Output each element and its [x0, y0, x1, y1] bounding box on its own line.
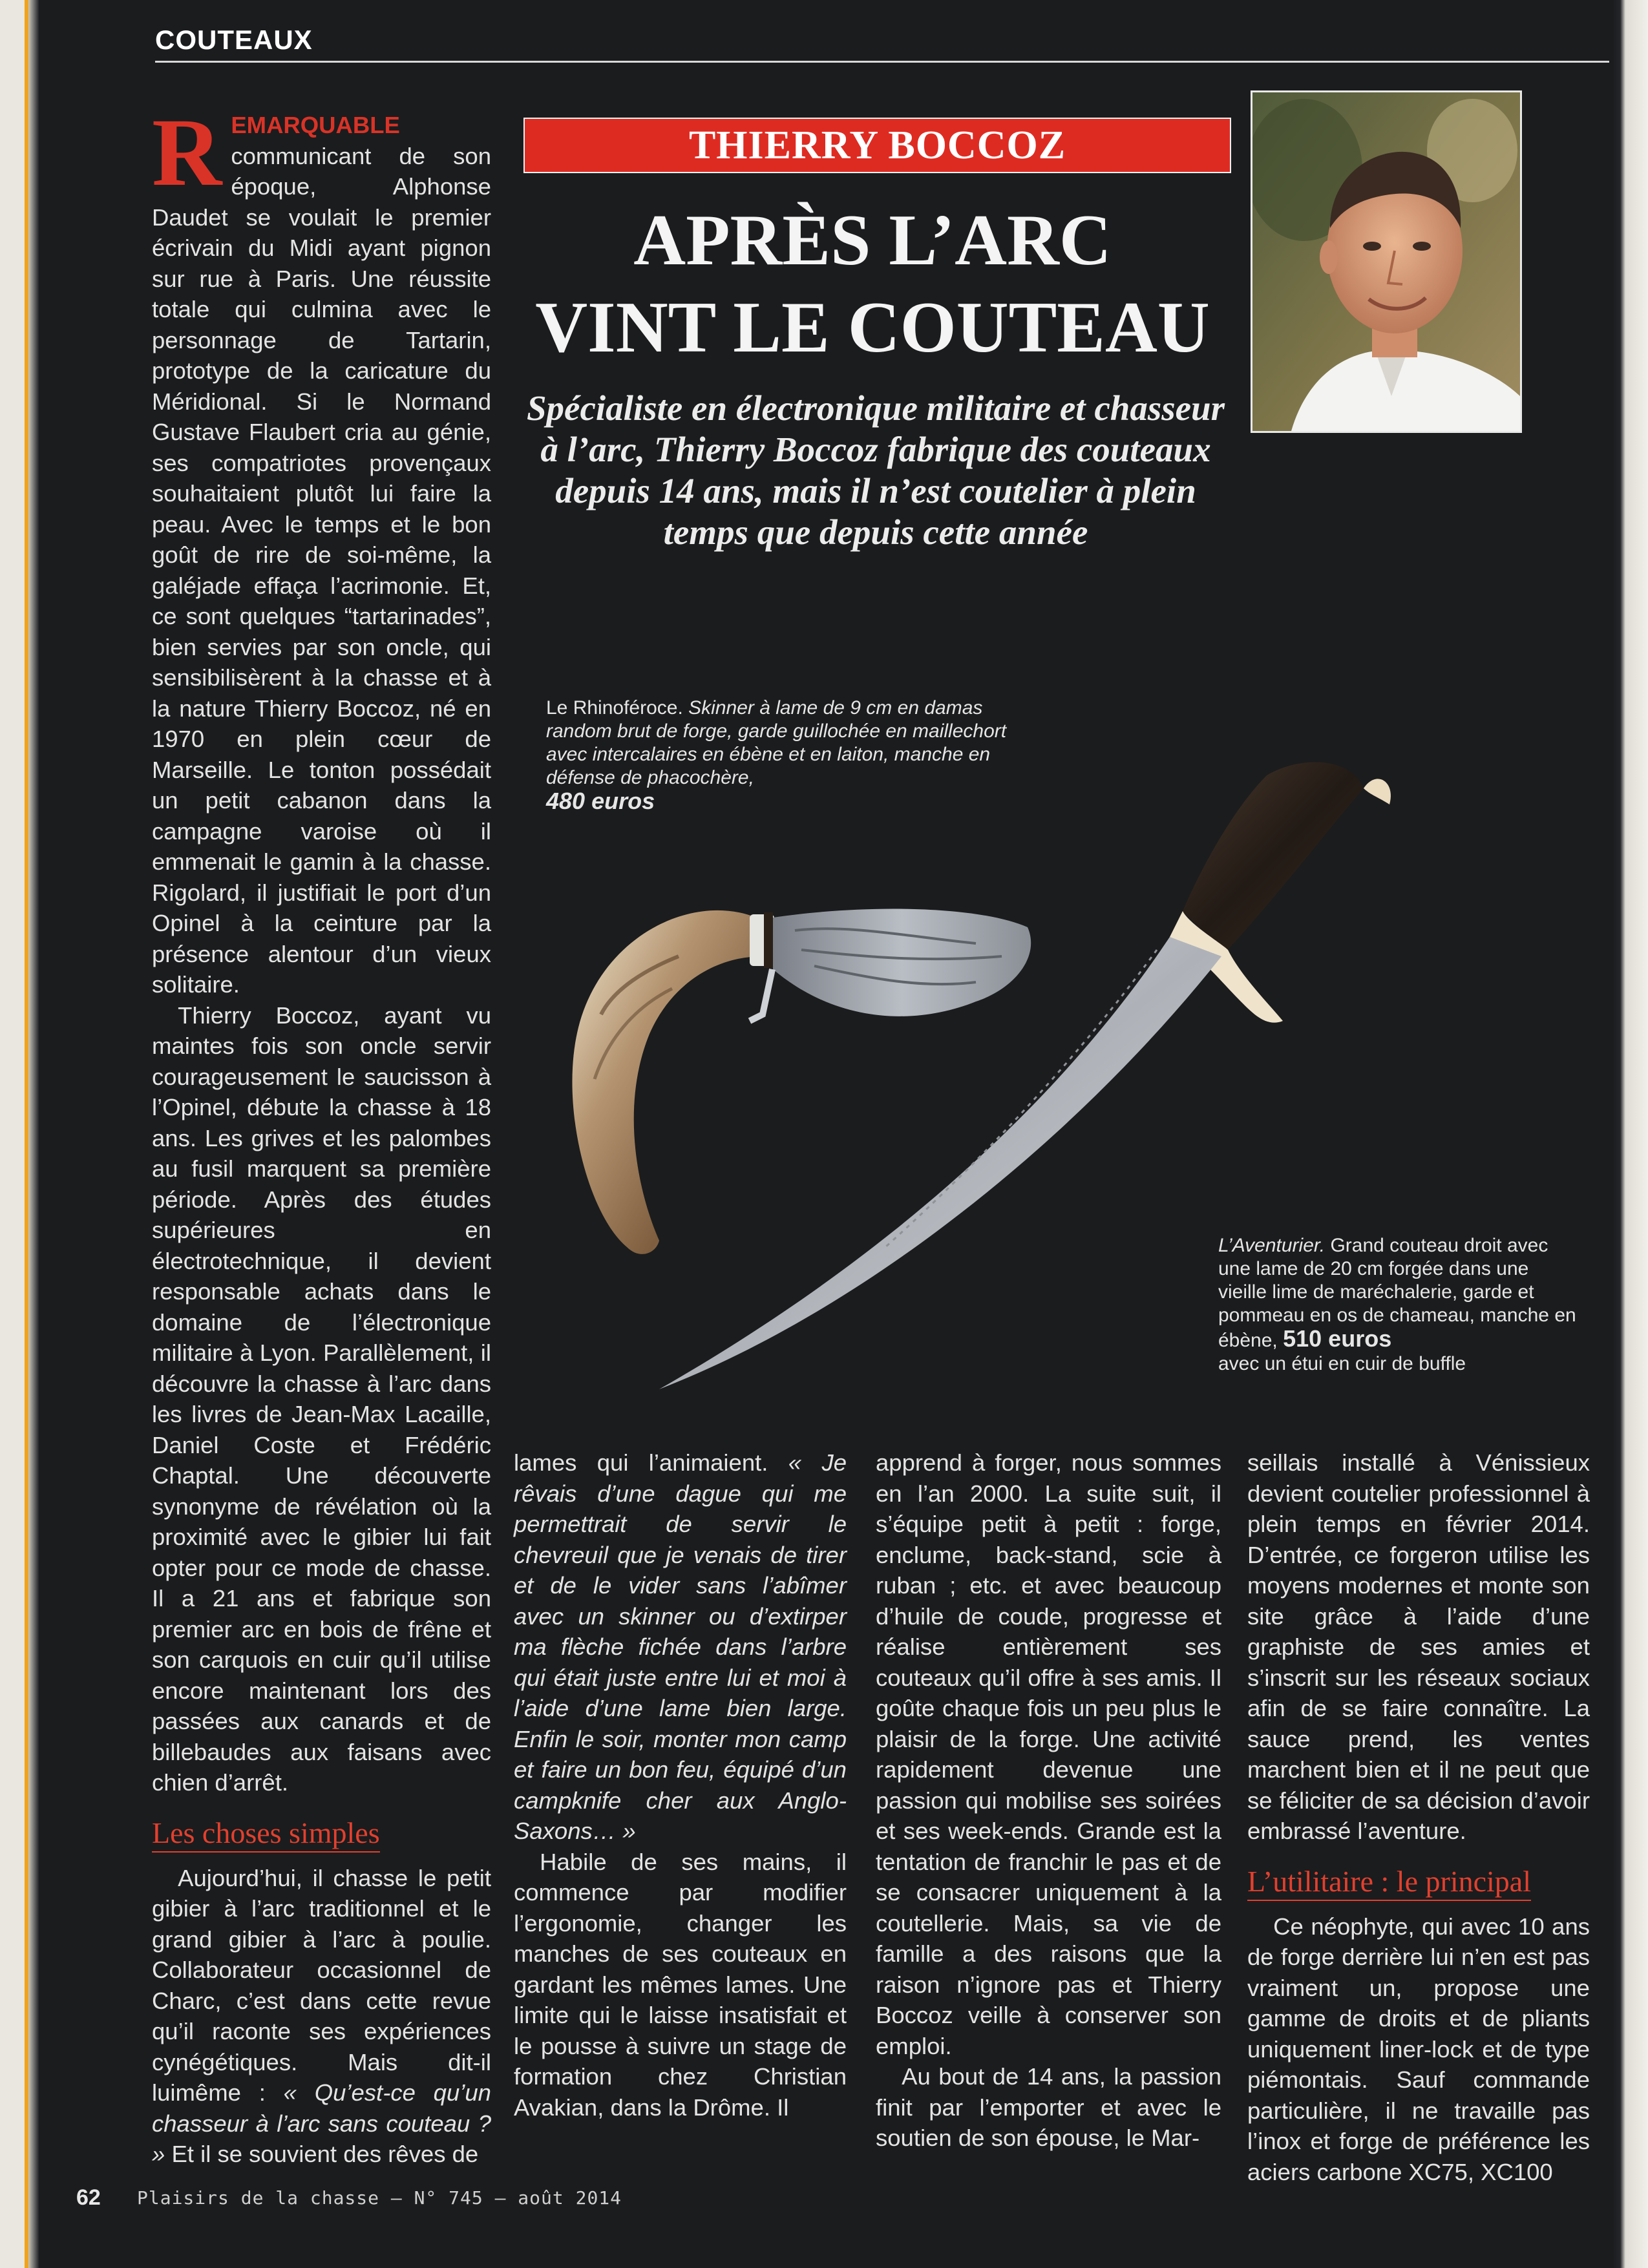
headline-line-2: VINT LE COUTEAU	[535, 288, 1210, 368]
standfirst: Spécialiste en électronique militaire et chasseur à l’arc, Thierry Boccoz fabrique des couteaux depuis 14 ans, mais il n’est coutelier à plein temps que depuis cette année	[526, 388, 1225, 552]
kicker-banner: THIERRY BOCCOZ	[523, 118, 1231, 173]
paragraph	[514, 1447, 847, 1847]
body-column-1	[152, 99, 491, 2170]
paragraph	[152, 1863, 491, 2170]
portrait-photo	[1251, 90, 1522, 433]
body-column-2	[514, 1447, 847, 2123]
caption-text: Grand couteau droit avec une lame de 20 cm forgée dans une vieille lime de maréchalerie, garde et pommeau en os de chameau, manche en ébène,	[1218, 1235, 1576, 1351]
page-edge-right	[1612, 0, 1648, 2268]
drop-cap: R	[152, 99, 222, 206]
headline-line-1: APRÈS L’ARC	[633, 200, 1112, 280]
lead-small-caps: EMARQUABLE	[231, 112, 400, 138]
paragraph-text: Et il se souvient des rêves de	[165, 2141, 479, 2167]
body-column-3	[876, 1447, 1221, 2154]
quote: « Qu’est-ce qu’un chasseur à l’arc sans couteau ? »	[152, 2079, 491, 2167]
page-number: 62	[76, 2185, 101, 2210]
paragraph: apprend à forger, nous sommes en l’an 2000. La suite suit, il s’équipe petit à petit : forge, enclume, back-stand, scie à ruban ; etc. et avec beaucoup d’huile de coude, progresse et réalise entièrement ses couteaux qu’il offre à ses amis. Il goûte chaque fois un peu plus le plaisir de la forge. Une activité rapidement devenue une passion qui mobilise ses soirées et ses week-ends. Grande est la tentation de franchir le pas et de se consacrer uniquement à la coutellerie. Mais, sa vie de famille a des raisons que la raison n’ignore pas et Thierry Boccoz veille à conserver son emploi.	[876, 1449, 1221, 2059]
caption-aventurier	[1218, 1234, 1580, 1376]
paragraph: Habile de ses mains, il commence par modifier l’ergonomie, changer les manches de ses couteaux en gardant les mêmes lames. Une limite qui le laisse insatisfait et le pousse à suivre un stage de formation chez Christian Avakian, dans la Drôme. Il	[514, 1848, 847, 2121]
paragraph: Ce néophyte, qui avec 10 ans de forge derrière lui n’en est pas vraiment un, propose une gamme de droits et de pliants uniquement liner-lock et de type piémontais. Sauf commande particulière, il ne travaille pas l’inox et forge de préférence les aciers carbone XC75, XC100	[1247, 1913, 1590, 2185]
paragraph-text: lames qui l’animaient.	[514, 1449, 788, 1476]
lead-paragraph	[152, 99, 491, 1000]
headline	[504, 197, 1241, 372]
paragraph: Thierry Boccoz, ayant vu maintes fois son oncle servir courageusement le saucisson à l’Opinel, débute la chasse à 18 ans. Les grives et les palombes au fusil marquent sa première période. Après des études supérieures en électrotechnique, il devient responsable achats dans le domaine de l’électronique militaire à Lyon. Parallèlement, il découvre la chasse à l’arc dans les livres de Jean-Max Lacaille, Daniel Coste et Frédéric Chaptal. Une découverte synonyme de révélation où la proximité avec le gibier lui fait opter pour ce mode de chasse. Il a 21 ans et fabrique son premier arc en bois de frêne et son carquois en cuir qu’il utilise encore maintenant lors des passées aux canards et de billebaudes aux faisans avec chien d’arrêt.	[152, 1002, 491, 1796]
paragraph: seillais installé à Vénissieux devient coutelier professionnel à plein temps en février 2014. D’entrée, ce forgeron utilise les moyens modernes et monte son site grâce à l’aide d’une graphiste de ses amies et s’inscrit sur les réseaux sociaux afin de se faire connaître. La sauce prend, les ventes marchent bien et il ne peut que se féliciter de sa décision d’avoir embrassé l’aventure.	[1247, 1449, 1590, 1844]
paragraph-text: Aujourd’hui, il chasse le petit gibier à l’arc traditionnel et le grand gibier à l’arc à poulie. Collaborateur occasionnel de Charc, c’est dans cette revue qu’il raconte ses expériences cynégétiques. Mais dit-il luimême :	[152, 1864, 491, 2106]
quote: « Je rêvais d’une dague qui me permettrait de servir le chevreuil que je venais de tirer et de le vider sans l’abîmer avec un skinner ou d’extirper ma flèche fichée dans l’arbre qui était juste entre lui et moi à l’aide d’une lame bien large. Enfin le soir, monter mon camp et faire un bon feu, équipé d’un campknife cher aux Anglo-Saxons… »	[514, 1449, 847, 1844]
caption-text: avec un étui en cuir de buffle	[1218, 1353, 1466, 1374]
caption-title: Le Rhinoféroce.	[546, 697, 683, 719]
caption-price: 510 euros	[1283, 1325, 1392, 1352]
paragraph: Au bout de 14 ans, la passion finit par l’emporter et avec le soutien de son épouse, le Mar-	[876, 2063, 1221, 2151]
running-footer: Plaisirs de la chasse – N° 745 – août 2014	[137, 2187, 622, 2209]
page-edge-left	[0, 0, 39, 2268]
caption-rhinoferoce	[546, 697, 1024, 815]
lead-paragraph-text: communicant de son époque, Alphonse Daudet se voulait le premier écrivain du Midi ayant pignon sur rue à Paris. Une réussite totale qui culmina avec le personnage de Tartarin, prototype de la caricature du Méridional. Si le Normand Gustave Flaubert cria au génie, ses compatriotes provençaux souhaitaient plutôt lui faire la peau. Avec le temps et le bon goût de rire de soi-même, la galéjade effaça l’acrimonie. Et, ce sont quelques “tartarinades”, bien servies par son oncle, qui sensibilisèrent à la chasse et à la nature Thierry Boccoz, né en 1970 en plein cœur de Marseille. Le tonton possédait un petit cabanon dans la campagne varoise où il emmenait le gamin à la chasse. Rigolard, il justifiait le port d’un Opinel à la ceinture par la présence alentour d’un vieux solitaire.	[152, 142, 491, 998]
caption-title: L’Aventurier.	[1218, 1235, 1326, 1256]
section-label: COUTEAUX	[155, 25, 313, 55]
caption-price: 480 euros	[546, 788, 655, 814]
body-column-4	[1247, 1447, 1590, 2187]
section-rule	[155, 61, 1609, 63]
subhead-les-choses-simples: Les choses simples	[152, 1815, 380, 1853]
subhead-utilitaire: L’utilitaire : le principal	[1247, 1864, 1531, 1901]
caption-text: Skinner à lame de 9 cm en damas random brut de forge, garde guillochée en maillechort avec intercalaires en ébène et en laiton, manche en défense de phacochère,	[546, 697, 1007, 788]
